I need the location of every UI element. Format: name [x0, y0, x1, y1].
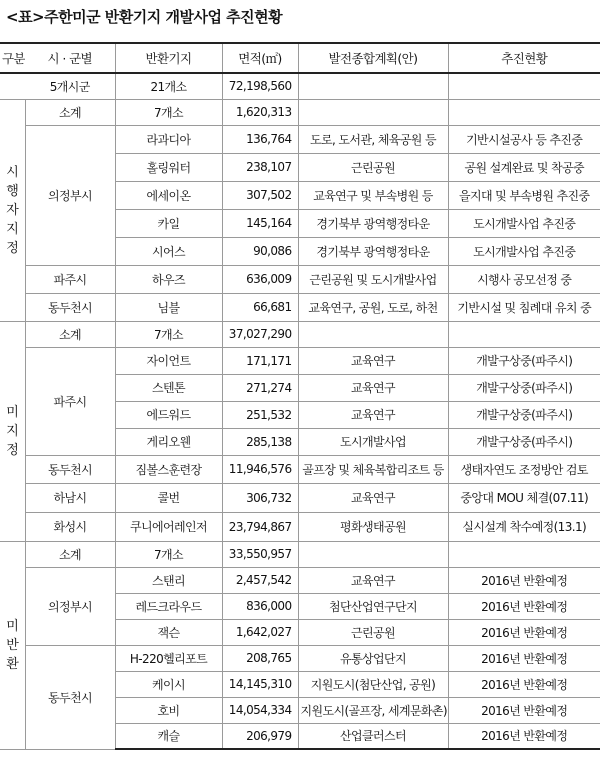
city-cell: 의정부시: [25, 567, 115, 645]
area-cell: 37,027,290: [222, 321, 298, 347]
area-cell: 90,086: [222, 237, 298, 265]
area-cell: 145,164: [222, 209, 298, 237]
area-cell: 33,550,957: [222, 541, 298, 567]
city-cell: 의정부시: [25, 125, 115, 265]
status-cell: [448, 321, 600, 347]
base-cell: 라과디아: [115, 125, 222, 153]
header-category: 구분: [0, 43, 25, 73]
table-row: [0, 73, 600, 99]
plan-cell: 근린공원: [298, 619, 448, 645]
status-cell: 2016년 반환예정: [448, 619, 600, 645]
base-cell: H-220헬리포트: [115, 645, 222, 671]
plan-cell: 유통상업단지: [298, 645, 448, 671]
plan-cell: 평화생태공원: [298, 512, 448, 541]
plan-cell: 골프장 및 체육복합리조트 등: [298, 455, 448, 483]
base-cell: 홀링워터: [115, 153, 222, 181]
base-cell: 7개소: [115, 541, 222, 567]
table-row: [0, 455, 600, 483]
status-cell: 도시개발사업 추진중: [448, 209, 600, 237]
base-cell: 시어스: [115, 237, 222, 265]
status-cell: 2016년 반환예정: [448, 671, 600, 697]
base-cell: 스텐톤: [115, 374, 222, 401]
plan-cell: 첨단산업연구단지: [298, 593, 448, 619]
base-cell: 케이시: [115, 671, 222, 697]
table-row: [0, 125, 600, 153]
city-cell: 동두천시: [25, 455, 115, 483]
base-cell: 카일: [115, 209, 222, 237]
plan-cell: 도로, 도서관, 체육공원 등: [298, 125, 448, 153]
area-cell: 271,274: [222, 374, 298, 401]
area-cell: 14,054,334: [222, 697, 298, 723]
area-cell: 23,794,867: [222, 512, 298, 541]
group-label: 시 행 자 지 정: [0, 99, 25, 321]
base-cell: 하우즈: [115, 265, 222, 293]
area-cell: 136,764: [222, 125, 298, 153]
plan-cell: 교육연구, 공원, 도로, 하천: [298, 293, 448, 321]
status-cell: 공원 설계완료 및 착공중: [448, 153, 600, 181]
table-row: [0, 541, 600, 567]
plan-cell: 경기북부 광역행정타운: [298, 237, 448, 265]
status-cell: 2016년 반환예정: [448, 645, 600, 671]
status-cell: 기반시설 및 침례대 유치 중: [448, 293, 600, 321]
plan-cell: 근린공원 및 도시개발사업: [298, 265, 448, 293]
city-cell: 동두천시: [25, 645, 115, 749]
base-cell: 캐슬: [115, 723, 222, 749]
base-cell: 21개소: [115, 73, 222, 99]
plan-cell: 교육연구: [298, 567, 448, 593]
plan-cell: 도시개발사업: [298, 428, 448, 455]
plan-cell: 지원도시(골프장, 세계문화촌): [298, 697, 448, 723]
status-cell: [448, 73, 600, 99]
plan-cell: 교육연구: [298, 374, 448, 401]
status-cell: 개발구상중(파주시): [448, 347, 600, 374]
status-cell: 개발구상중(파주시): [448, 374, 600, 401]
header-area: 면적(㎡): [222, 43, 298, 73]
header-base: 반환기지: [115, 43, 222, 73]
area-cell: 11,946,576: [222, 455, 298, 483]
city-cell: 5개시군: [25, 73, 115, 99]
status-cell: 생태자연도 조정방안 검토: [448, 455, 600, 483]
status-cell: 개발구상중(파주시): [448, 401, 600, 428]
area-cell: 836,000: [222, 593, 298, 619]
group-label: 미 지 정: [0, 321, 25, 541]
base-cell: 호비: [115, 697, 222, 723]
status-cell: 2016년 반환예정: [448, 567, 600, 593]
table-row: [0, 567, 600, 593]
area-cell: 307,502: [222, 181, 298, 209]
area-cell: 171,171: [222, 347, 298, 374]
area-cell: 206,979: [222, 723, 298, 749]
plan-cell: [298, 541, 448, 567]
area-cell: 208,765: [222, 645, 298, 671]
status-cell: 실시설계 착수예정(13.1): [448, 512, 600, 541]
base-cell: 에드워드: [115, 401, 222, 428]
status-cell: [448, 541, 600, 567]
header-row: [0, 43, 600, 73]
base-cell: 7개소: [115, 99, 222, 125]
area-cell: 1,642,027: [222, 619, 298, 645]
status-cell: 2016년 반환예정: [448, 593, 600, 619]
table-row: [0, 645, 600, 671]
base-cell: 에세이온: [115, 181, 222, 209]
table-row: [0, 293, 600, 321]
plan-cell: 교육연구: [298, 347, 448, 374]
status-cell: 을지대 및 부속병원 추진중: [448, 181, 600, 209]
plan-cell: [298, 99, 448, 125]
plan-cell: 교육연구: [298, 401, 448, 428]
area-cell: 1,620,313: [222, 99, 298, 125]
base-cell: 짐볼스훈련장: [115, 455, 222, 483]
group-label: 미 반 환: [0, 541, 25, 749]
status-cell: 2016년 반환예정: [448, 697, 600, 723]
plan-cell: 지원도시(첨단산업, 공원): [298, 671, 448, 697]
area-cell: 72,198,560: [222, 73, 298, 99]
status-cell: 2016년 반환예정: [448, 723, 600, 749]
city-cell: 화성시: [25, 512, 115, 541]
status-cell: 개발구상중(파주시): [448, 428, 600, 455]
city-cell: 파주시: [25, 265, 115, 293]
area-cell: 238,107: [222, 153, 298, 181]
area-cell: 251,532: [222, 401, 298, 428]
base-cell: 게리오웬: [115, 428, 222, 455]
table-row: [0, 265, 600, 293]
base-cell: 님블: [115, 293, 222, 321]
base-cell: 잭슨: [115, 619, 222, 645]
city-cell: 동두천시: [25, 293, 115, 321]
base-cell: 7개소: [115, 321, 222, 347]
table-row: [0, 99, 600, 125]
plan-cell: [298, 321, 448, 347]
plan-cell: 경기북부 광역행정타운: [298, 209, 448, 237]
base-cell: 쿠니에어레인저: [115, 512, 222, 541]
city-cell: 소계: [25, 541, 115, 567]
status-cell: 도시개발사업 추진중: [448, 237, 600, 265]
city-cell: 파주시: [25, 347, 115, 455]
area-cell: 306,732: [222, 483, 298, 512]
table-row: [0, 347, 600, 374]
header-plan: 발전종합계획(안): [298, 43, 448, 73]
status-cell: 시행사 공모선정 중: [448, 265, 600, 293]
plan-cell: 근린공원: [298, 153, 448, 181]
base-cell: 자이언트: [115, 347, 222, 374]
table-title: <표>주한미군 반환기지 개발사업 추진현황: [6, 8, 283, 26]
plan-cell: 산업클러스터: [298, 723, 448, 749]
status-cell: 기반시설공사 등 추진중: [448, 125, 600, 153]
city-cell: 하남시: [25, 483, 115, 512]
base-cell: 레드크라우드: [115, 593, 222, 619]
city-cell: 소계: [25, 99, 115, 125]
area-cell: 285,138: [222, 428, 298, 455]
table-row: [0, 512, 600, 541]
area-cell: 66,681: [222, 293, 298, 321]
area-cell: 636,009: [222, 265, 298, 293]
status-cell: 중앙대 MOU 체결(07.11): [448, 483, 600, 512]
area-cell: 2,457,542: [222, 567, 298, 593]
base-cell: 스탠리: [115, 567, 222, 593]
base-cell: 콜번: [115, 483, 222, 512]
area-cell: 14,145,310: [222, 671, 298, 697]
plan-cell: 교육연구 및 부속병원 등: [298, 181, 448, 209]
header-status: 추진현황: [448, 43, 600, 73]
table-row: [0, 321, 600, 347]
header-city: 시 · 군별: [25, 43, 115, 73]
base-status-table: [0, 42, 600, 750]
city-cell: 소계: [25, 321, 115, 347]
plan-cell: [298, 73, 448, 99]
table-row: [0, 483, 600, 512]
status-cell: [448, 99, 600, 125]
plan-cell: 교육연구: [298, 483, 448, 512]
